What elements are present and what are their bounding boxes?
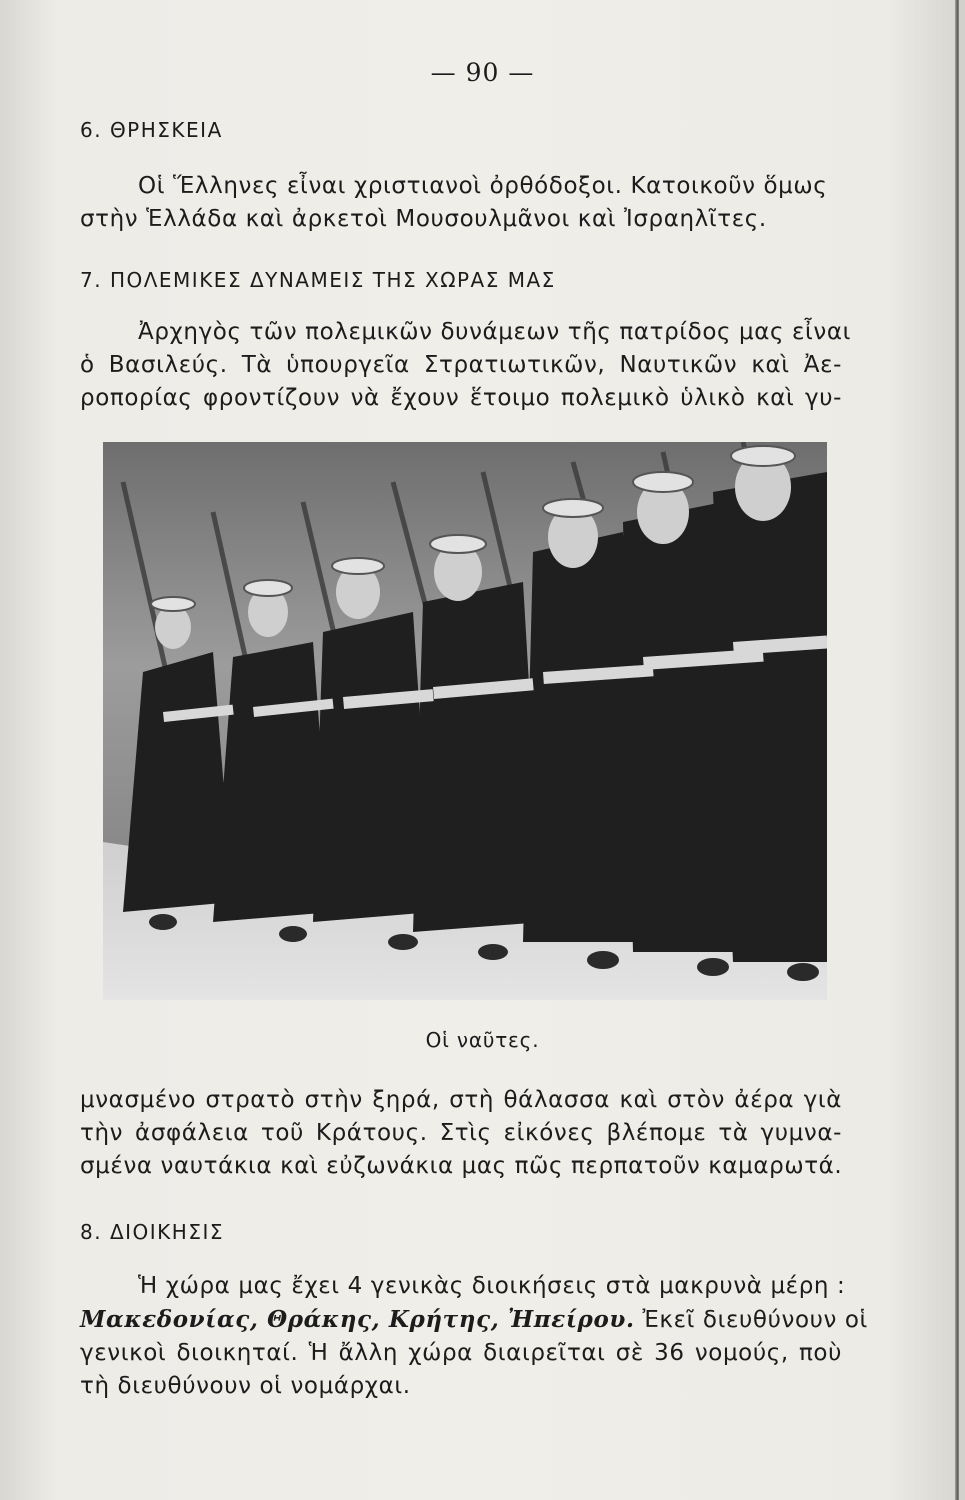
continuation-paragraph <box>80 1084 842 1183</box>
sailors-photo <box>103 442 827 1000</box>
section-8-paragraph <box>80 1270 868 1403</box>
paragraph-line: ὁ Βασιλεύς. Τὰ ὑπουργεῖα Στρατιωτικῶν, Ναυτικῶν καὶ Ἀε- <box>80 352 842 378</box>
paragraph-line: σμένα ναυτάκια καὶ εὐζωνάκια μας πῶς περπατοῦν καμαρωτά. <box>80 1153 843 1179</box>
sailors-photo-illustration <box>103 442 827 1000</box>
section-8-heading: 8. ΔΙΟΙΚΗΣΙΣ <box>80 1220 224 1244</box>
photo-caption: Οἱ ναῦτες. <box>425 1028 540 1052</box>
section-6-heading: 6. ΘΡΗΣΚΕΙΑ <box>80 118 223 142</box>
paragraph-line: γενικοὶ διοικηταί. Ἡ ἄλλη χώρα διαιρεῖται σὲ 36 νομούς, ποὺ <box>80 1340 842 1366</box>
section-7-paragraph <box>80 316 852 415</box>
section-7-heading: 7. ΠΟΛΕΜΙΚΕΣ ΔΥΝΑΜΕΙΣ ΤΗΣ ΧΩΡΑΣ ΜΑΣ <box>80 268 556 292</box>
paragraph-line: Οἱ Ἕλληνες εἶναι χριστιανοὶ ὀρθόδοξοι. Κατοικοῦν ὅμως <box>138 173 828 199</box>
paragraph-line: στὴν Ἑλλάδα καὶ ἀρκετοὶ Μουσουλμᾶνοι καὶ Ἰσραηλῖτες. <box>80 206 767 232</box>
scan-margin <box>959 0 965 1500</box>
paragraph-line: Ἀρχηγὸς τῶν πολεμικῶν δυνάμεων τῆς πατρίδος μας εἶναι <box>138 319 852 345</box>
section-6-paragraph <box>80 170 842 236</box>
paragraph-line: μνασμένο στρατὸ στὴν ξηρά, στὴ θάλασσα καὶ στὸν ἀέρα γιὰ <box>80 1087 842 1113</box>
paragraph-line: τὴ διευθύνουν οἱ νομάρχαι. <box>80 1373 411 1399</box>
paragraph-line: τὴν ἀσφάλεια τοῦ Κράτους. Στὶς εἰκόνες βλέπομε τὰ γυμνα- <box>80 1120 842 1146</box>
regions-list: Μακεδονίας, Θράκης, Κρήτης, Ἠπείρου. <box>80 1306 635 1333</box>
paragraph-line: Ἡ χώρα μας ἔχει 4 γενικὰς διοικήσεις στὰ μακρυνὰ μέρη : <box>138 1273 846 1299</box>
paragraph-text: Ἐκεῖ διευθύνουν οἱ <box>642 1307 868 1333</box>
page-number: — 90 — <box>430 58 535 87</box>
paragraph-line <box>80 1303 868 1337</box>
paragraph-line: ροπορίας φροντίζουν νὰ ἔχουν ἕτοιμο πολεμικὸ ὑλικὸ καὶ γυ- <box>80 385 842 411</box>
